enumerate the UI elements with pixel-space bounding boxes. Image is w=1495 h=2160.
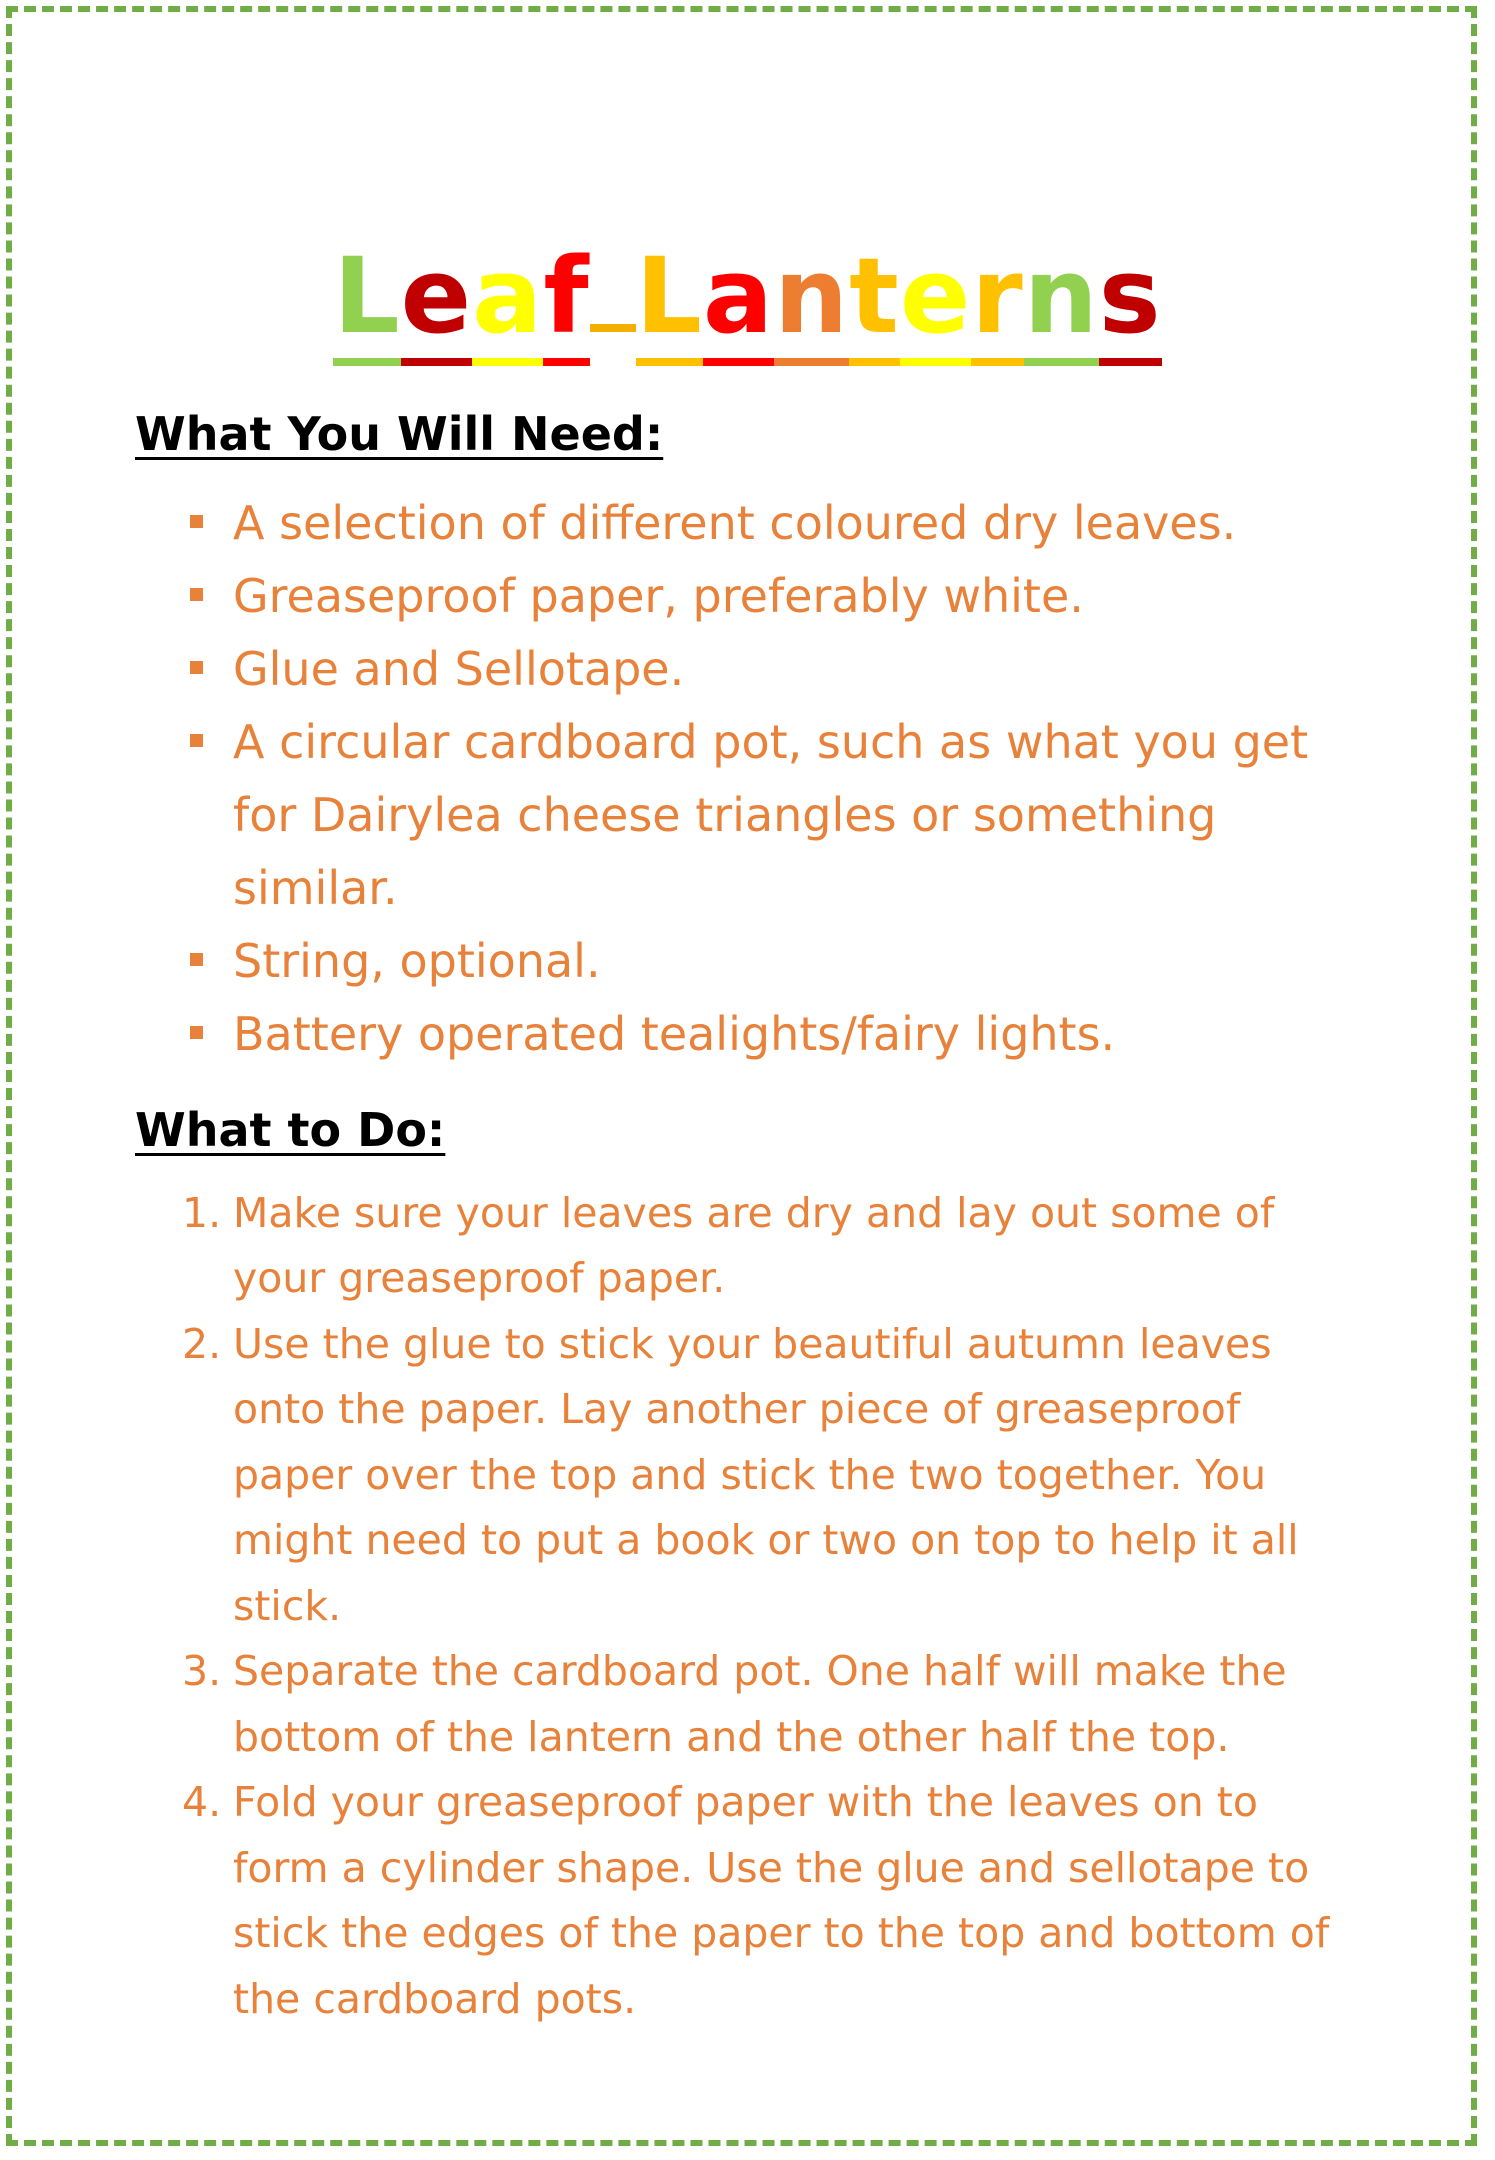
title-letter: L <box>333 234 400 367</box>
step-text: Make sure your leaves are dry and lay out some of your greaseproof paper. <box>233 1188 1275 1303</box>
step-item <box>135 1181 1365 1312</box>
step-number: 2. <box>182 1319 222 1368</box>
main-content <box>135 405 1365 2032</box>
list-item <box>135 487 1365 560</box>
step-number: 3. <box>182 1647 222 1696</box>
steps-list <box>135 1181 1365 2033</box>
list-item-text: Greaseproof paper, preferably white. <box>233 568 1084 623</box>
step-text: Fold your greaseproof paper with the leaves on to form a cylinder shape. Use the glue and sellotape to stick the edges of the paper to the top and bottom of the cardboard pots. <box>233 1778 1330 2023</box>
step-item <box>135 1312 1365 1640</box>
square-bullet-icon <box>190 661 203 674</box>
title-letter: n <box>1024 234 1099 367</box>
step-item <box>135 1639 1365 1770</box>
page-title <box>0 220 1495 367</box>
step-text: Separate the cardboard pot. One half will make the bottom of the lantern and the other half the top. <box>233 1647 1287 1761</box>
title-letter: s <box>1099 234 1162 367</box>
list-item-text: Glue and Sellotape. <box>233 641 685 696</box>
need-heading: What You Will Need: <box>135 407 664 461</box>
list-item-text: Battery operated tealights/fairy lights. <box>233 1006 1116 1061</box>
title-letter: t <box>849 234 900 367</box>
list-item-text: String, optional. <box>233 933 601 988</box>
title-letter: e <box>900 234 972 367</box>
step-item <box>135 1770 1365 2032</box>
do-heading: What to Do: <box>135 1102 446 1157</box>
title-letter: n <box>774 234 849 367</box>
square-bullet-icon <box>190 588 203 601</box>
list-item-text: A circular cardboard pot, such as what you get for Dairylea cheese triangles or something similar. <box>233 714 1309 915</box>
list-item <box>135 633 1365 706</box>
square-bullet-icon <box>190 515 203 528</box>
title-letter: f <box>543 234 589 367</box>
title-space <box>590 220 636 332</box>
step-number: 1. <box>182 1188 222 1237</box>
list-item <box>135 925 1365 998</box>
list-item <box>135 998 1365 1071</box>
title-letter: a <box>703 234 774 367</box>
title-letter: e <box>401 234 473 367</box>
list-item-text: A selection of different coloured dry leaves. <box>233 495 1237 550</box>
step-number: 4. <box>182 1778 222 1827</box>
title-letter: r <box>971 234 1023 367</box>
title-letter: L <box>636 234 703 367</box>
square-bullet-icon <box>190 953 203 966</box>
list-item <box>135 706 1365 925</box>
square-bullet-icon <box>190 1026 203 1039</box>
title-letter: a <box>472 234 543 367</box>
square-bullet-icon <box>190 734 203 747</box>
step-text: Use the glue to stick your beautiful autumn leaves onto the paper. Lay another piece of greaseproof paper over the top and stick the two together. You might need to put a book or two on top to help it all stick. <box>233 1319 1299 1630</box>
need-list <box>135 487 1365 1071</box>
list-item <box>135 560 1365 633</box>
